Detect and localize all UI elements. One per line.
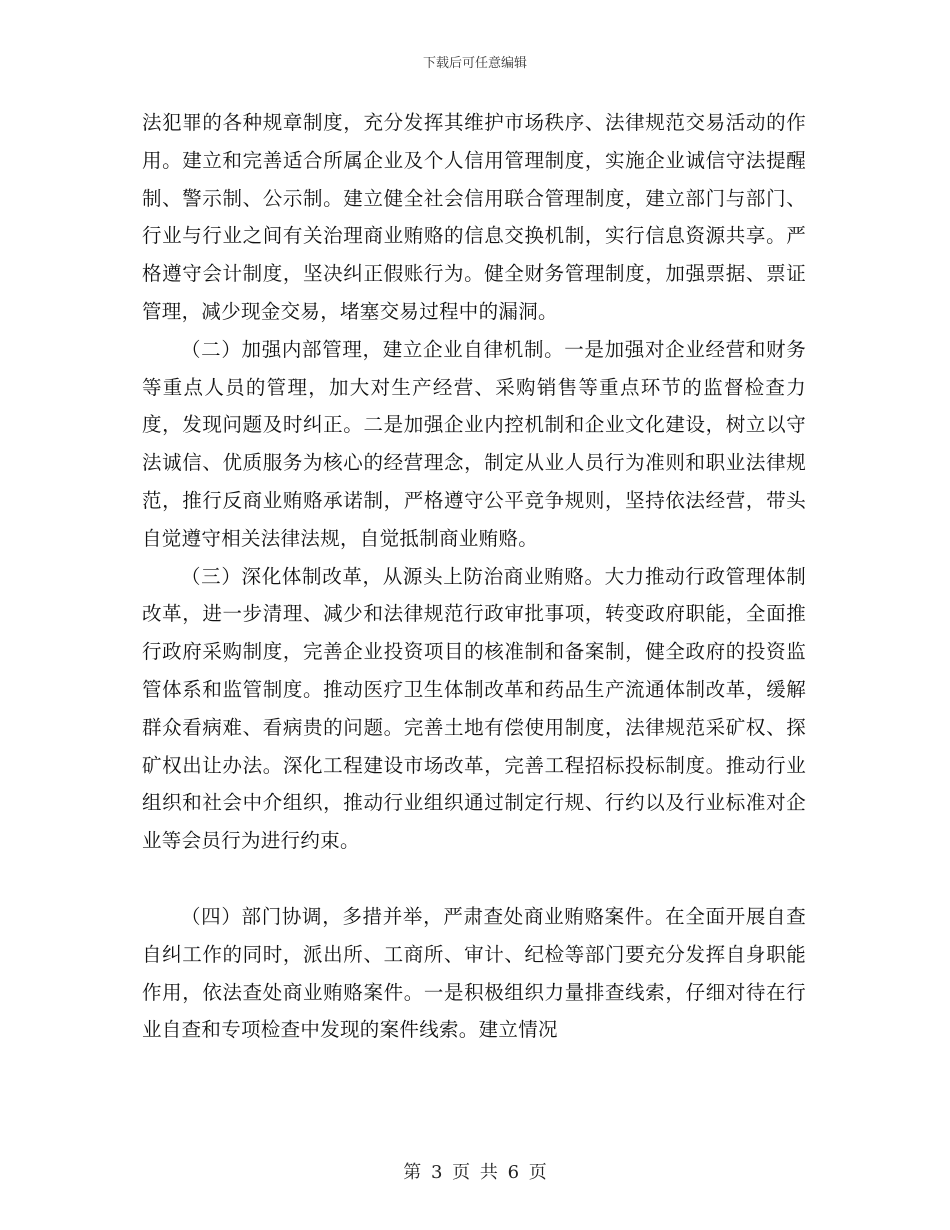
page-number: 第 3 页 共 6 页 xyxy=(403,1162,547,1183)
paragraph-section-2: （二）加强内部管理，建立企业自律机制。一是加强对企业经营和财务等重点人员的管理，加大对生产经营、采购销售等重点环节的监督检查力度，发现问题及时纠正。二是加强企业内控机制和企业文化建设，树立以守法诚信、优质服务为核心的经营理念，制定从业人员行为准则和职业法律规范，推行反商业贿赂承诺制，严格遵守公平竞争规则，坚持依法经营，带头自觉遵守相关法律法规，自觉抵制商业贿赂。 xyxy=(142,337,806,550)
paragraph-section-4: （四）部门协调，多措并举，严肃查处商业贿赂案件。在全面开展自查自纠工作的同时，派出所、工商所、审计、纪检等部门要充分发挥自身职能作用，依法查处商业贿赂案件。一是积极组织力量排查线索，仔细对待在行业自查和专项检查中发现的案件线索。建立情况 xyxy=(142,904,806,1042)
page-header-note: 下载后可任意编辑 xyxy=(422,56,527,71)
document-body xyxy=(142,104,806,1049)
paragraph-section-3: （三）深化体制改革，从源头上防治商业贿赂。大力推动行政管理体制改革，进一步清理、减少和法律规范行政审批事项，转变政府职能，全面推行政府采购制度，完善企业投资项目的核准制和备案制，健全政府的投资监管体系和监管制度。推动医疗卫生体制改革和药品生产流通体制改革，缓解群众看病难、看病贵的问题。完善土地有偿使用制度，法律规范采矿权、探矿权出让办法。深化工程建设市场改革，完善工程招标投标制度。推动行业组织和社会中介组织，推动行业组织通过制定行规、行约以及行业标准对企业等会员行为进行约束。 xyxy=(142,564,806,853)
paragraph-continuation: 法犯罪的各种规章制度，充分发挥其维护市场秩序、法律规范交易活动的作用。建立和完善适合所属企业及个人信用管理制度，实施企业诚信守法提醒制、警示制、公示制。建立健全社会信用联合管理制度，建立部门与部门、行业与行业之间有关治理商业贿赂的信息交换机制，实行信息资源共享。严格遵守会计制度，坚决纠正假账行为。健全财务管理制度，加强票据、票证管理，减少现金交易，堵塞交易过程中的漏洞。 xyxy=(142,111,806,323)
